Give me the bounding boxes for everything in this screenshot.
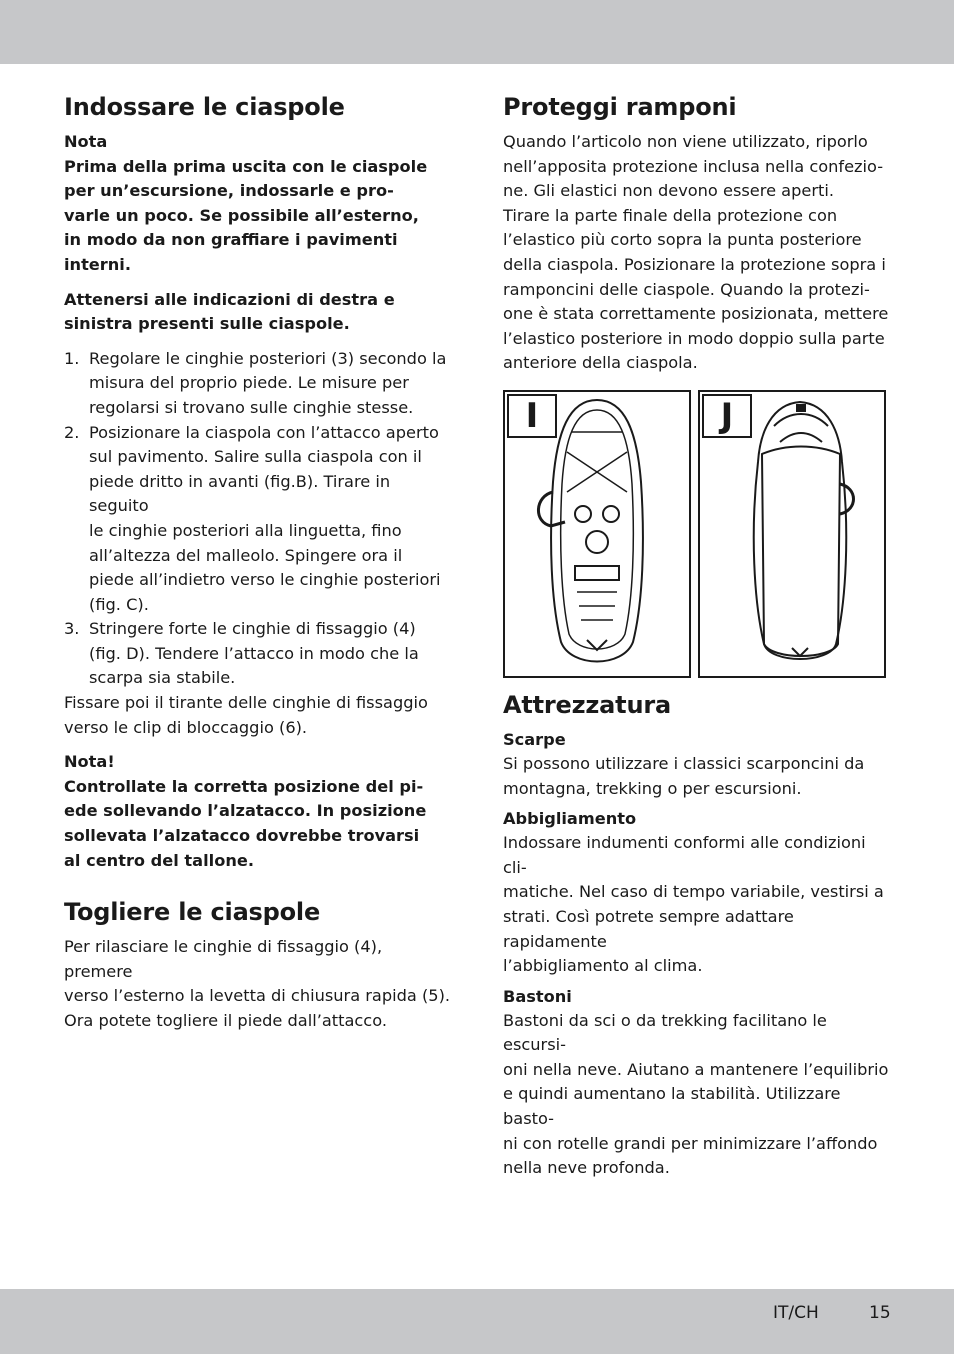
body-line: oni nella neve. Aiutano a mantenere l’equilibrio (503, 1059, 889, 1079)
section-title-wearing: Indossare le ciaspole (64, 93, 345, 121)
step-item (64, 347, 452, 421)
note2-line: sollevata l’alzatacco dovrebbe trovarsi (64, 826, 420, 846)
body-line: e quindi aumentano la stabilità. Utilizzare basto- (503, 1084, 841, 1129)
page-number: 15 (869, 1303, 891, 1323)
body-line: l’elastico posteriore in modo doppio sulla parte (503, 328, 885, 348)
left-column (64, 92, 452, 1034)
section-title-equipment: Attrezzatura (503, 690, 671, 719)
note2-line: Controllate la corretta posizione del pi- (64, 776, 424, 796)
body-line: nell’apposita protezione inclusa nella confezio- (503, 156, 884, 176)
step-line: all’altezza del malleolo. Spingere ora il (89, 545, 403, 565)
step-number: 2. (64, 422, 80, 442)
body-line: Bastoni da sci o da trekking facilitano le escursi- (503, 1010, 827, 1055)
note2-line: ede sollevando l’alzatacco. In posizione (64, 801, 427, 821)
steps-list (64, 347, 452, 691)
step-item (64, 617, 452, 691)
body-line: one è stata correttamente posizionata, mettere (503, 304, 889, 324)
body-line: verso le clip di bloccaggio (6). (64, 717, 308, 737)
body-line: anteriore della ciaspola. (503, 353, 698, 373)
body-line: matiche. Nel caso di tempo variabile, vestirsi a (503, 882, 884, 902)
body-line: strati. Così potrete sempre adattare rapidamente (503, 906, 794, 951)
body-line: della ciaspola. Posizionare la protezione sopra i (503, 254, 886, 274)
step-line: piede all’indietro verso le cinghie posteriori (89, 570, 441, 590)
section-title-protection: Proteggi ramponi (503, 93, 737, 121)
body-line: Ora potete togliere il piede dall’attacco. (64, 1011, 387, 1030)
step-line: (fig. C). (89, 594, 149, 614)
step-line: Posizionare la ciaspola con l’attacco aperto (89, 422, 439, 442)
body-line: nella neve profonda. (503, 1158, 670, 1178)
poles-label: Bastoni (503, 986, 572, 1006)
note2-line: al centro del tallone. (64, 850, 254, 870)
note2-label: Nota! (64, 752, 115, 772)
step-line: scarpa sia stabile. (89, 668, 236, 688)
step-line: piede dritto in avanti (fig.B). Tirare in seguito (89, 471, 391, 516)
note-line: in modo da non graffiare i pavimenti (64, 230, 398, 250)
note-line: varle un poco. Se possibile all’esterno, (64, 205, 419, 225)
body-line: Per rilasciare le cinghie di fissaggio (4), premere (64, 937, 383, 981)
footer-language: IT/CH (773, 1303, 819, 1323)
figure-j (698, 390, 886, 678)
step-line: misura del proprio piede. Le misure per (89, 373, 409, 393)
clothing-label: Abbigliamento (503, 809, 637, 829)
body-line: Quando l’articolo non viene utilizzato, riporlo (503, 132, 868, 151)
body-line: l’elastico più corto sopra la punta posteriore (503, 230, 862, 250)
body-line: montagna, trekking o per escursioni. (503, 778, 802, 798)
body-line: ni con rotelle grandi per minimizzare l’affondo (503, 1133, 878, 1153)
body-line: verso l’esterno la levetta di chiusura rapida (5). (64, 986, 451, 1006)
right-column (503, 92, 889, 1181)
step-number: 1. (64, 348, 80, 368)
figures-row (503, 390, 889, 678)
step-item (64, 421, 452, 618)
figure-i (503, 390, 691, 678)
body-line: Indossare indumenti conformi alle condizioni cli- (503, 833, 866, 877)
step-line: (fig. D). Tendere l’attacco in modo che la (89, 643, 419, 663)
section-title-removing: Togliere le ciaspole (64, 898, 321, 927)
shoes-label: Scarpe (503, 729, 566, 749)
figure-j-label: J (702, 394, 752, 438)
figure-i-label: I (507, 394, 557, 438)
note-line: Prima della prima uscita con le ciaspole (64, 156, 428, 176)
body-line: Tirare la parte finale della protezione con (503, 205, 838, 225)
body-line: ramponcini delle ciaspole. Quando la protezi- (503, 279, 870, 299)
body-line: Fissare poi il tirante delle cinghie di fissaggio (64, 693, 428, 713)
step-line: le cinghie posteriori alla linguetta, fino (89, 520, 402, 540)
note-label: Nota (64, 132, 108, 151)
body-line: l’abbigliamento al clima. (503, 956, 703, 976)
step-line: Regolare le cinghie posteriori (3) secondo la (89, 348, 447, 368)
body-line: ne. Gli elastici non devono essere aperti. (503, 181, 834, 201)
step-line: sul pavimento. Salire sulla ciaspola con il (89, 447, 422, 467)
attention-line: Attenersi alle indicazioni di destra e (64, 289, 395, 309)
note-line: per un’escursione, indossarle e pro- (64, 181, 394, 201)
step-line: Stringere forte le cinghie di fissaggio (4) (89, 619, 416, 639)
header-band (0, 0, 954, 64)
body-line: Si possono utilizzare i classici scarponcini da (503, 753, 865, 773)
step-number: 3. (64, 619, 80, 639)
note-line: interni. (64, 254, 131, 274)
attention-line: sinistra presenti sulle ciaspole. (64, 314, 350, 334)
step-line: regolarsi si trovano sulle cinghie stesse. (89, 397, 414, 417)
